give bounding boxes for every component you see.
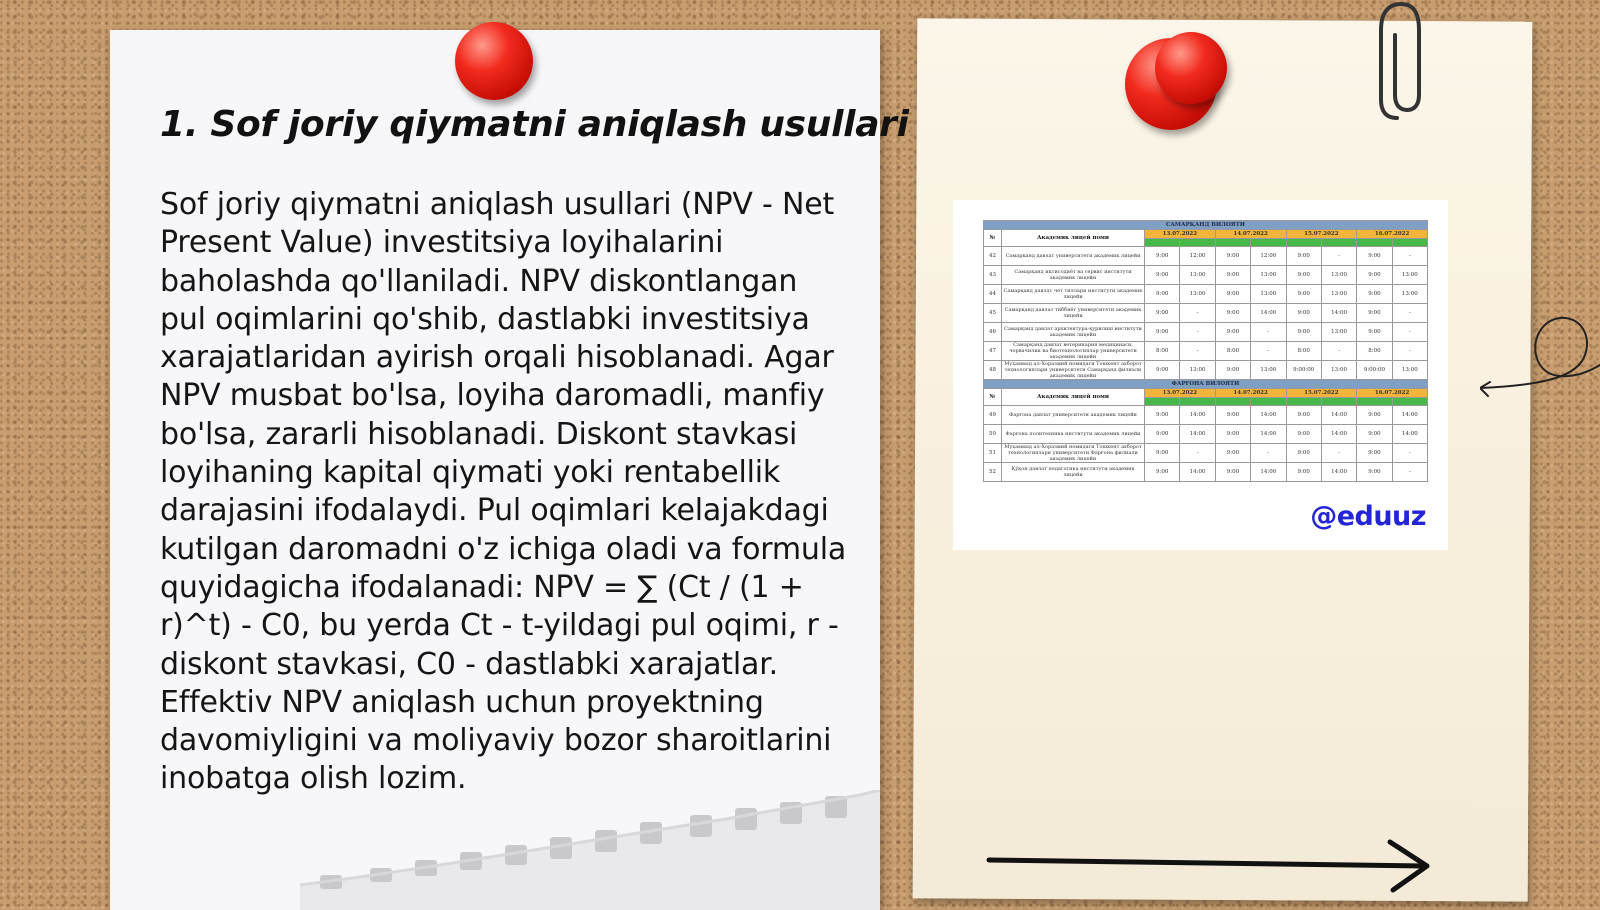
arrow-right-icon	[985, 838, 1445, 893]
shift-header	[1180, 239, 1215, 247]
time-cell: 14:00	[1392, 425, 1427, 444]
table-row	[984, 444, 1428, 463]
table-row	[984, 361, 1428, 380]
lyceum-name: Самарқанд давлат архитектура-қурилиш институти академик лицейи	[1002, 323, 1145, 342]
time-cell: 9:00	[1145, 463, 1180, 482]
time-cell: 9:00	[1215, 285, 1250, 304]
lyceum-name: Самарқанд иқтисодиёт ва сервис институти академик лицейи	[1002, 266, 1145, 285]
time-cell: 9:00	[1215, 406, 1250, 425]
lyceum-name: Самарқанд давлат тиббиёт университети академик лицейи	[1002, 304, 1145, 323]
row-number: 45	[984, 304, 1002, 323]
time-cell: 9:00	[1215, 463, 1250, 482]
row-number: 44	[984, 285, 1002, 304]
time-cell: 9:00	[1357, 304, 1392, 323]
time-cell: -	[1321, 247, 1356, 266]
shift-header	[1215, 398, 1250, 406]
time-cell: 9:00	[1145, 266, 1180, 285]
doodle-arrow-loop-icon	[1480, 310, 1600, 410]
lyceum-name: Муҳаммад ал-Хоразмий номидаги Тошкент ахборот технологиялари университети Самарқанд филиали академик лицейи	[1002, 361, 1145, 380]
time-cell: -	[1180, 304, 1215, 323]
time-cell: 8:00	[1145, 342, 1180, 361]
table-row	[984, 247, 1428, 266]
shift-header	[1357, 239, 1392, 247]
time-cell: 9:00	[1145, 304, 1180, 323]
time-cell: -	[1180, 323, 1215, 342]
time-cell: 14:00	[1180, 406, 1215, 425]
time-cell: 9:00	[1215, 266, 1250, 285]
row-number: 47	[984, 342, 1002, 361]
date-header: 14.07.2022	[1215, 389, 1286, 398]
lyceum-name: Муҳаммад ал-Хоразмий номидаги Тошкент ахборот технологиялари университети Фарғона филиали академик лицейи	[1002, 444, 1145, 463]
table-row	[984, 323, 1428, 342]
red-pushpin-head-icon	[1155, 32, 1227, 104]
time-cell: -	[1392, 247, 1427, 266]
time-cell: 9:00	[1145, 444, 1180, 463]
time-cell: 9:00	[1215, 425, 1250, 444]
time-cell: 14:00	[1321, 304, 1356, 323]
time-cell: 9:00	[1357, 425, 1392, 444]
time-cell: 14:00	[1180, 463, 1215, 482]
time-cell: -	[1392, 304, 1427, 323]
time-cell: 12:00	[1251, 247, 1286, 266]
time-cell: 8:00	[1215, 342, 1250, 361]
time-cell: -	[1392, 444, 1427, 463]
table-row	[984, 342, 1428, 361]
date-header: 16.07.2022	[1357, 230, 1428, 239]
date-header: 14.07.2022	[1215, 230, 1286, 239]
time-cell: 9:00	[1357, 266, 1392, 285]
time-cell: 14:00	[1321, 425, 1356, 444]
time-cell: 9:00	[1286, 323, 1321, 342]
time-cell: 9:00	[1286, 425, 1321, 444]
body-paragraph: Sof joriy qiymatni aniqlash usullari (NPV - Net Present Value) investitsiya loyihalarini baholashda qo'llaniladi. NPV diskontlangan pul oqimlarini qo'shib, dastlabki investitsiya xarajatlaridan ayirish orqali hisoblanadi. Agar NPV musbat bo'lsa, loyiha daromadli, manfiy bo'lsa, zararli hisoblanadi. Diskont stavkasi loyihaning kapital qiymati yoki rentabellik darajasini ifodalaydi. Pul oqimlari kelajakdagi kutilgan daromadni o'z ichiga oladi va formula quyidagicha ifodalanadi: NPV = ∑ (Ct / (1 + r)^t) - C0, bu yerda Ct - t-yildagi pul oqimi, r - diskont stavkasi, C0 - dastlabki xarajatlar. Effektiv NPV aniqlash uchun proyektning davomiyligini va moliyaviy bozor sharoitlarini inobatga olish lozim.	[160, 187, 847, 797]
date-header: 15.07.2022	[1286, 389, 1357, 398]
shift-header	[1321, 239, 1356, 247]
time-cell: 14:00	[1251, 425, 1286, 444]
time-cell: -	[1251, 342, 1286, 361]
time-cell: 13:00	[1392, 285, 1427, 304]
time-cell: 9:00	[1145, 361, 1180, 380]
time-cell: -	[1251, 323, 1286, 342]
time-cell: 9:00	[1286, 444, 1321, 463]
lyceum-name: Фарғона давлат университети академик лицейи	[1002, 406, 1145, 425]
time-cell: -	[1251, 444, 1286, 463]
time-cell: 14:00	[1321, 406, 1356, 425]
date-header: 16.07.2022	[1357, 389, 1428, 398]
lyceum-name: Фарғона политехника институти академик лицейи	[1002, 425, 1145, 444]
time-cell: 13:00	[1251, 361, 1286, 380]
lyceum-name: Самарқанд давлат ветеринария медицинаси, чорвачилик ва биотехнологиялар университети академик лицейи	[1002, 342, 1145, 361]
shift-header	[1180, 398, 1215, 406]
shift-header	[1392, 398, 1427, 406]
time-cell: 9:00	[1286, 285, 1321, 304]
shift-header	[1251, 398, 1286, 406]
time-cell: 9:00	[1286, 266, 1321, 285]
paperclip-icon	[1375, 0, 1425, 125]
region-header: САМАРҚАНД ВИЛОЯТИ	[984, 221, 1428, 230]
row-number: 42	[984, 247, 1002, 266]
time-cell: 9:00	[1286, 247, 1321, 266]
time-cell: 13:00	[1180, 361, 1215, 380]
time-cell: 9:00	[1286, 406, 1321, 425]
col-header-num: №	[984, 389, 1002, 406]
time-cell: 9:00	[1215, 361, 1250, 380]
col-header-name: Академик лицей номи	[1002, 389, 1145, 406]
time-cell: 13:00	[1180, 285, 1215, 304]
page-title: 1. Sof joriy qiymatni aniqlash usullari	[160, 104, 909, 145]
time-cell: -	[1321, 444, 1356, 463]
time-cell: 9:00	[1357, 323, 1392, 342]
shift-header	[1145, 398, 1180, 406]
time-cell: 9:00	[1357, 463, 1392, 482]
shift-header	[1321, 398, 1356, 406]
time-cell: 9:00	[1357, 406, 1392, 425]
table-row	[984, 285, 1428, 304]
time-cell: -	[1392, 463, 1427, 482]
time-cell: -	[1180, 342, 1215, 361]
time-cell: 9:00	[1145, 406, 1180, 425]
date-header: 13.07.2022	[1145, 230, 1216, 239]
time-cell: -	[1180, 444, 1215, 463]
time-cell: 9:00:00	[1357, 361, 1392, 380]
schedule-table	[983, 220, 1428, 482]
time-cell: 13:00	[1180, 266, 1215, 285]
lyceum-name: Самарқанд давлат чет тиллари институти академик лицейи	[1002, 285, 1145, 304]
shift-header	[1392, 239, 1427, 247]
time-cell: -	[1392, 342, 1427, 361]
table-row	[984, 304, 1428, 323]
time-cell: 9:00	[1215, 323, 1250, 342]
lyceum-name: Самарқанд давлат университети академик лицейи	[1002, 247, 1145, 266]
time-cell: 12:00	[1180, 247, 1215, 266]
time-cell: 13:00	[1321, 323, 1356, 342]
shift-header	[1251, 239, 1286, 247]
time-cell: 9:00	[1357, 247, 1392, 266]
time-cell: 14:00	[1321, 463, 1356, 482]
time-cell: 14:00	[1180, 425, 1215, 444]
time-cell: 9:00:00	[1286, 361, 1321, 380]
lyceum-name: Қўқон давлат педагогика институти академик лицейи	[1002, 463, 1145, 482]
row-number: 49	[984, 406, 1002, 425]
row-number: 46	[984, 323, 1002, 342]
time-cell: 13:00	[1321, 266, 1356, 285]
time-cell: 14:00	[1251, 304, 1286, 323]
time-cell: 9:00	[1145, 247, 1180, 266]
table-row	[984, 406, 1428, 425]
red-pushpin-icon	[455, 22, 533, 100]
time-cell: 9:00	[1286, 304, 1321, 323]
col-header-num: №	[984, 230, 1002, 247]
time-cell: 9:00	[1286, 463, 1321, 482]
shift-header	[1286, 239, 1321, 247]
time-cell: 13:00	[1251, 285, 1286, 304]
time-cell: 14:00	[1251, 463, 1286, 482]
time-cell: 9:00	[1215, 304, 1250, 323]
shift-header	[1286, 398, 1321, 406]
time-cell: 9:00	[1215, 247, 1250, 266]
time-cell: 8:00	[1286, 342, 1321, 361]
time-cell: 9:00	[1357, 285, 1392, 304]
shift-header	[1215, 239, 1250, 247]
row-number: 43	[984, 266, 1002, 285]
time-cell: 9:00	[1145, 285, 1180, 304]
shift-header	[1145, 239, 1180, 247]
torn-paper-edge	[300, 790, 880, 910]
watermark: @eduuz	[1310, 501, 1426, 532]
time-cell: 13:00	[1392, 266, 1427, 285]
table-row	[984, 425, 1428, 444]
shift-header	[1357, 398, 1392, 406]
region-header: ФАРҒОНА ВИЛОЯТИ	[984, 380, 1428, 389]
time-cell: 9:00	[1215, 444, 1250, 463]
table-row	[984, 463, 1428, 482]
date-header: 13.07.2022	[1145, 389, 1216, 398]
time-cell: 9:00	[1357, 444, 1392, 463]
time-cell: 14:00	[1392, 406, 1427, 425]
time-cell: 13:00	[1321, 285, 1356, 304]
time-cell: -	[1392, 323, 1427, 342]
table-row	[984, 266, 1428, 285]
row-number: 48	[984, 361, 1002, 380]
row-number: 50	[984, 425, 1002, 444]
time-cell: 13:00	[1392, 361, 1427, 380]
time-cell: -	[1321, 342, 1356, 361]
schedule-image	[953, 200, 1448, 550]
row-number: 52	[984, 463, 1002, 482]
time-cell: 14:00	[1251, 406, 1286, 425]
time-cell: 9:00	[1145, 425, 1180, 444]
date-header: 15.07.2022	[1286, 230, 1357, 239]
col-header-name: Академик лицей номи	[1002, 230, 1145, 247]
time-cell: 13:00	[1251, 266, 1286, 285]
row-number: 51	[984, 444, 1002, 463]
time-cell: 9:00	[1145, 323, 1180, 342]
time-cell: 13:00	[1321, 361, 1356, 380]
time-cell: 8:00	[1357, 342, 1392, 361]
